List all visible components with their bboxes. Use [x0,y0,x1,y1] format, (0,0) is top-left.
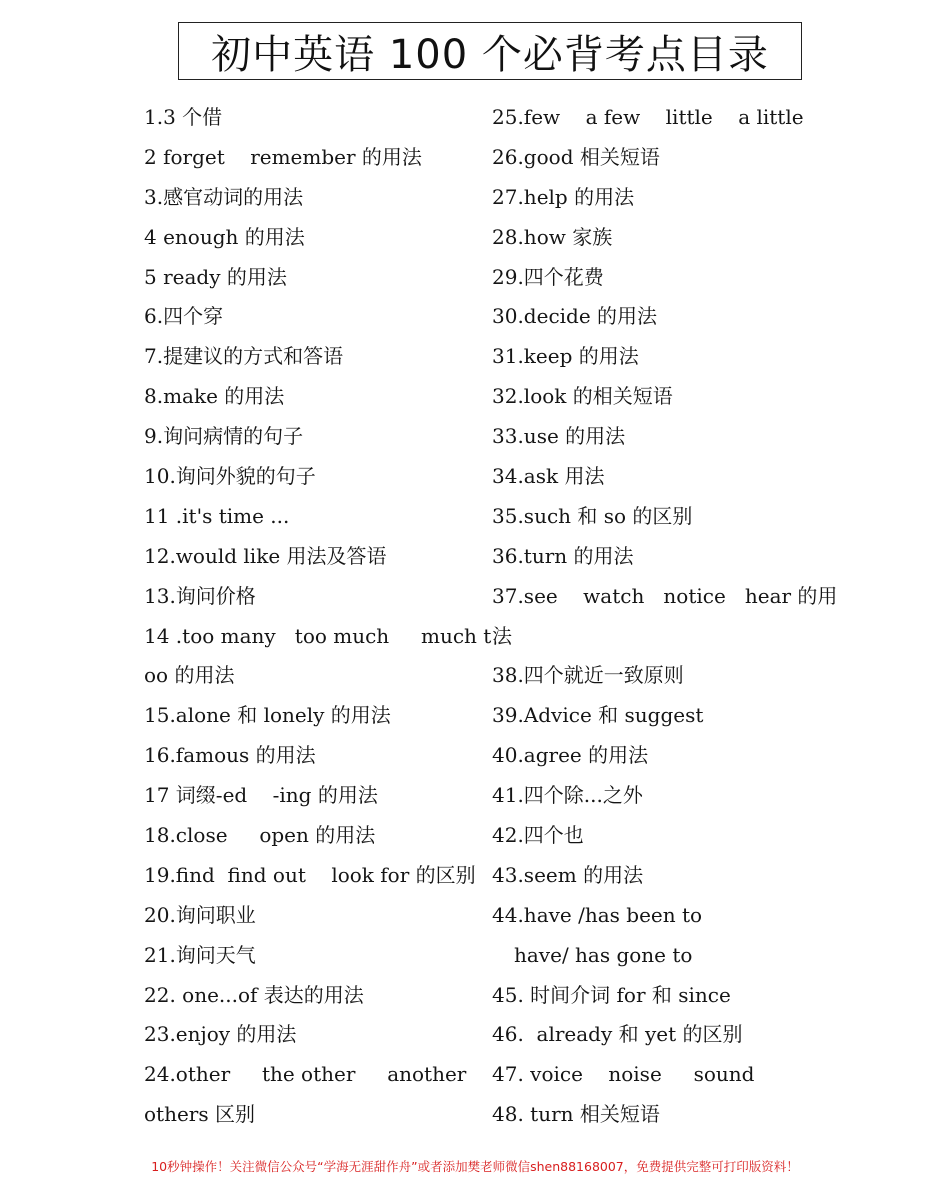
list-item: 2 forget remember 的用法 [144,144,422,169]
list-item: 9.询问病情的句子 [144,424,304,449]
list-item: 19.find find out look for 的区别 [144,862,476,887]
list-item: 14 .too many too much much t [144,623,492,648]
list-item-continuation: oo 的用法 [144,663,235,688]
list-item: 31.keep 的用法 [492,344,639,369]
list-item: 26.good 相关短语 [492,144,660,169]
list-item: 44.have /has been to [492,902,703,927]
right-column [492,98,838,1135]
list-item: 41.四个除...之外 [492,783,643,808]
list-item: 15.alone 和 lonely 的用法 [144,703,391,728]
list-item: 36.turn 的用法 [492,543,634,568]
list-item: 39.Advice 和 suggest [492,703,704,728]
list-item: 5 ready 的用法 [144,264,287,289]
title-box [178,22,802,80]
list-item: 13.询问价格 [144,583,256,608]
list-item: 48. turn 相关短语 [492,1102,660,1127]
list-item: 1.3 个借 [144,105,223,129]
list-item: 20.询问职业 [144,902,256,927]
list-item: 35.such 和 so 的区别 [492,503,693,528]
list-item: 47. voice noise sound [492,1062,755,1087]
list-item: 24.other the other another [144,1062,467,1087]
promo-footer: 10秒钟操作！关注微信公众号“学海无涯甜作舟”或者添加樊老师微信shen88168007，免费提供完整可打印版资料！ [151,1159,799,1174]
list-item: 30.decide 的用法 [492,304,658,329]
list-item: 34.ask 用法 [492,464,605,489]
list-item: 38.四个就近一致原则 [492,663,684,688]
list-item: 17 词缀-ed -ing 的用法 [144,783,378,808]
list-item: 40.agree 的用法 [492,743,649,768]
list-item: 10.询问外貌的句子 [144,464,316,489]
list-item: 11 .it's time ... [144,503,290,528]
list-item-continuation: 法 [492,623,512,648]
list-item: 46. already 和 yet 的区别 [492,1022,743,1047]
list-item: 3.感官动词的用法 [144,184,304,209]
list-item: 42.四个也 [492,823,584,848]
list-item: 23.enjoy 的用法 [144,1022,297,1047]
list-item: 18.close open 的用法 [144,823,376,848]
list-item-continuation: have/ has gone to [514,942,693,967]
list-item: 12.would like 用法及答语 [144,543,387,568]
list-item: 22. one...of 表达的用法 [144,982,364,1007]
list-item: 29.四个花费 [492,264,604,289]
list-item: 32.look 的相关短语 [492,384,673,409]
list-item: 27.help 的用法 [492,184,635,209]
list-item: 8.make 的用法 [144,384,285,409]
list-item: 7.提建议的方式和答语 [144,344,344,369]
list-item: 16.famous 的用法 [144,743,316,768]
list-item: 45. 时间介词 for 和 since [492,982,731,1007]
page-title: 初中英语 100 个必背考点目录 [211,31,769,78]
list-item: 25.few a few little a little [492,105,804,129]
left-column [144,98,492,1135]
list-item: 6.四个穿 [144,304,224,329]
list-item: 4 enough 的用法 [144,224,305,249]
list-item: 28.how 家族 [492,224,613,249]
list-item: 37.see watch notice hear 的用 [492,583,838,608]
list-item-continuation: others 区别 [144,1102,255,1127]
list-item: 33.use 的用法 [492,424,626,449]
list-item: 43.seem 的用法 [492,862,644,887]
list-item: 21.询问天气 [144,942,256,967]
